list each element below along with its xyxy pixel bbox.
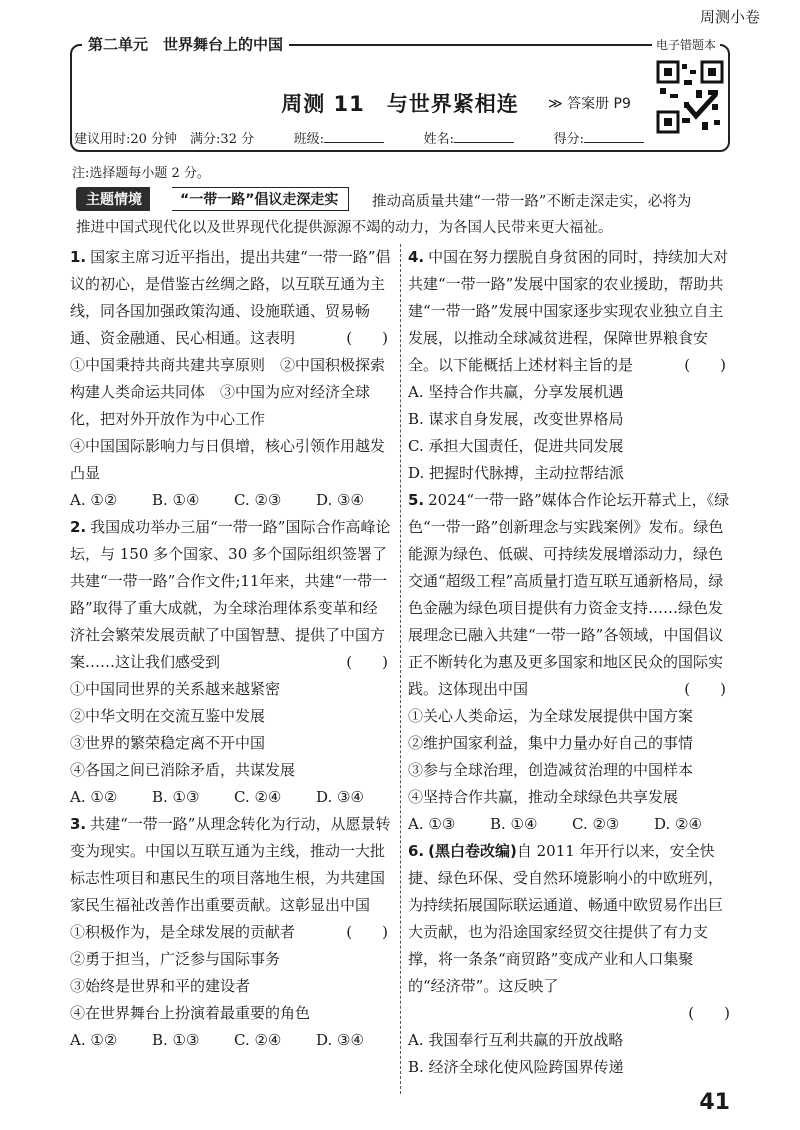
choice-c[interactable]: C. ②③ bbox=[572, 815, 620, 833]
choice-d[interactable]: D. ③④ bbox=[316, 788, 364, 806]
choice-a[interactable]: A. ①② bbox=[70, 788, 118, 806]
question-stem: 自 2011 年开行以来，安全快捷、绿色环保、受自然环境影响小的中欧班列，为持续拓展国际联运通道、畅通中欧贸易作出巨大贡献，也为沿途国家经贸交往提供了有力支撑，将一条条“商贸路”变成产业和人口集聚的“经济带”。这反映了 bbox=[408, 842, 724, 995]
page-title: 周测 11 与世界紧相连 bbox=[281, 92, 519, 116]
question-stem: 共建“一带一路”从理念转化为行动，从愿景转变为现实。中国以互联互通为主线，推动一大批标志性项目和惠民生的项目落地生根，为共建国家民生福祉改善作出重要贡献。这彰显出中国 bbox=[70, 815, 391, 914]
choice-a[interactable]: A. 我国奉行互利共赢的开放战略 bbox=[408, 1031, 624, 1049]
choice-c[interactable]: C. ②④ bbox=[234, 1031, 282, 1049]
choice-d[interactable]: D. ②④ bbox=[654, 815, 702, 833]
choice-a[interactable]: A. ①② bbox=[70, 1031, 118, 1049]
option-item: ②维护国家利益，集中力量办好自己的事情 bbox=[408, 734, 694, 752]
option-item: ④坚持合作共赢，推动全球绿色共享发展 bbox=[408, 788, 679, 806]
option-item: ③参与全球治理，创造减贫治理的中国样本 bbox=[408, 761, 694, 779]
choice-c[interactable]: C. ②④ bbox=[234, 788, 282, 806]
choice-a[interactable]: A. ①③ bbox=[408, 815, 456, 833]
answer-paren[interactable]: ( ) bbox=[684, 356, 726, 374]
option-item: ④中国国际影响力与日俱增，核心引领作用越发凸显 bbox=[70, 437, 386, 482]
qr-label: 电子错题本 bbox=[652, 36, 720, 53]
choice-b[interactable]: B. ①③ bbox=[152, 788, 200, 806]
choice-d[interactable]: D. 把握时代脉搏，主动拉帮结派 bbox=[408, 464, 625, 482]
question-5: 5. 2024“一带一路”媒体合作论坛开幕式上，《绿色“一带一路”创新理念与实践案例》发布。绿色能源为绿色、低碳、可持续发展增添动力，绿色交通“超级工程”高质量打造互联互通新格局，绿色金融为绿色项目提供有力资金支持……绿色发展理念已融入共建“一带一路”各领域，中国倡议正不断转化为惠及更多国家和地区民众的国际实践。这体现出中国 ( ) ①关心人类命运，为全球发展提供中国方案 ②维护国家利益，集中力量办好自己的事情 ③参与全球治理，创造减贫治理的中国样本 ④坚持合作共赢，推动全球绿色共享发展 A. ①③ B. ①④ C. ②③ D. ②④ bbox=[408, 487, 730, 838]
suggested-time: 建议用时:20 分钟 满分:32 分 bbox=[74, 132, 255, 147]
option-item: ②勇于担当，广泛参与国际事务 bbox=[70, 950, 281, 968]
choice-b[interactable]: B. ①③ bbox=[152, 1031, 200, 1049]
option-item: ①积极作为，是全球发展的贡献者 bbox=[70, 923, 296, 941]
theme-name: “一带一路”倡议走深走实 bbox=[172, 187, 349, 211]
answer-paren[interactable]: ( ) bbox=[346, 329, 388, 347]
choice-c[interactable]: C. 承担大国责任，促进共同发展 bbox=[408, 437, 624, 455]
choice-c[interactable]: C. ②③ bbox=[234, 491, 282, 509]
question-2: 2. 我国成功举办三届“一带一路”国际合作高峰论坛，与 150 多个国家、30 多个国际组织签署了共建“一带一路”合作文件;11年来，共建“一带一路”取得了重大成就，为全球治理体系变革和经济社会繁荣发展贡献了中国智慧、提供了中国方案……这让我们感受到 ( ) ①中国同世界的关系越来越紧密 ②中华文明在交流互鉴中发展 ③世界的繁荣稳定离不开中国 ④各国之间已消除矛盾，共谋发展 A. ①② B. ①③ C. ②④ D. ③④ bbox=[70, 514, 392, 811]
option-item: ①中国同世界的关系越来越紧密 bbox=[70, 680, 281, 698]
option-item: ④在世界舞台上扮演着最重要的角色 bbox=[70, 1004, 311, 1022]
unit-title: 第二单元 世界舞台上的中国 bbox=[82, 34, 289, 55]
option-item: ③世界的繁荣稳定离不开中国 bbox=[70, 734, 266, 752]
choice-a[interactable]: A. 坚持合作共赢，分享发展机遇 bbox=[408, 383, 624, 401]
choice-b[interactable]: B. 谋求自身发展，改变世界格局 bbox=[408, 410, 624, 428]
question-4: 4. 中国在努力摆脱自身贫困的同时，持续加大对共建“一带一路”发展中国家的农业援助，帮助共建“一带一路”发展中国家逐步实现农业独立自主发展，以推动全球减贫进程，保障世界粮食安全。以下能概括上述材料主旨的是 ( ) A. 坚持合作共赢，分享发展机遇 B. 谋求自身发展，改变世界格局 C. 承担大国责任，促进共同发展 D. 把握时代脉搏，主动拉帮结派 bbox=[408, 244, 730, 487]
column-divider bbox=[400, 244, 401, 1094]
note: 注:选择题每小题 2 分。 bbox=[72, 166, 210, 181]
question-stem: 我国成功举办三届“一带一路”国际合作高峰论坛，与 150 多个国家、30 多个国际组织签署了共建“一带一路”合作文件;11年来，共建“一带一路”取得了重大成就，为全球治理体系变革和经济社会繁荣发展贡献了中国智慧、提供了中国方案……这让我们感受到 bbox=[70, 518, 391, 671]
option-item: ④各国之间已消除矛盾，共谋发展 bbox=[70, 761, 296, 779]
choice-b[interactable]: B. ①④ bbox=[490, 815, 538, 833]
choice-d[interactable]: D. ③④ bbox=[316, 1031, 364, 1049]
answer-paren[interactable]: ( ) bbox=[346, 653, 388, 671]
answer-paren[interactable]: ( ) bbox=[688, 1004, 730, 1022]
choice-row bbox=[70, 487, 392, 514]
score-field[interactable]: 得分: bbox=[554, 128, 644, 147]
question-3: 3. 共建“一带一路”从理念转化为行动，从愿景转变为现实。中国以互联互通为主线，推动一大批标志性项目和惠民生的项目落地生根，为共建国家民生福祉改善作出重要贡献。这彰显出中国 ( ) ①积极作为，是全球发展的贡献者 ②勇于担当，广泛参与国际事务 ③始终是世界和平的建设者 ④在世界舞台上扮演着最重要的角色 A. ①② B. ①③ C. ②④ D. ③④ bbox=[70, 811, 392, 1054]
right-column bbox=[408, 244, 730, 1081]
choice-row bbox=[408, 811, 730, 838]
answer-paren[interactable]: ( ) bbox=[684, 680, 726, 698]
choice-a[interactable]: A. ①② bbox=[70, 491, 118, 509]
answer-paren[interactable]: ( ) bbox=[346, 923, 388, 941]
page-number: 41 bbox=[699, 1090, 730, 1115]
meta-row bbox=[74, 128, 644, 147]
choice-row bbox=[70, 784, 392, 811]
question-stem: 2024“一带一路”媒体合作论坛开幕式上，《绿色“一带一路”创新理念与实践案例》发布。绿色能源为绿色、低碳、可持续发展增添动力，绿色交通“超级工程”高质量打造互联互通新格局，绿色金融为绿色项目提供有力资金支持……绿色发展理念已融入共建“一带一路”各领域，中国倡议正不断转化为惠及更多国家和地区民众的国际实践。这体现出中国 bbox=[408, 491, 730, 698]
theme-text-line1: 推动高质量共建“一带一路”不断走深走实，必将为 bbox=[372, 194, 692, 210]
option-item: ①关心人类命运，为全球发展提供中国方案 bbox=[408, 707, 694, 725]
option-item: ②中华文明在交流互鉴中发展 bbox=[70, 707, 266, 725]
theme-tag: 主题情境 bbox=[76, 187, 150, 211]
theme-text-line2: 推进中国式现代化以及世界现代化提供源源不竭的动力，为各国人民带来更大福祉。 bbox=[76, 220, 613, 236]
left-column bbox=[70, 244, 392, 1054]
corner-label: 周测小卷 bbox=[699, 8, 760, 26]
question-6: 6. (黑白卷改编)自 2011 年开行以来，安全快捷、绿色环保、受自然环境影响小的中欧班列，为持续拓展国际联运通道、畅通中欧贸易作出巨大贡献，也为沿途国家经贸交往提供了有力支撑，将一条条“商贸路”变成产业和人口集聚的“经济带”。这反映了 ( ) A. 我国奉行互利共赢的开放战略 B. 经济全球化使风险跨国界传递 bbox=[408, 838, 730, 1081]
question-1: 1. 国家主席习近平指出，提出共建“一带一路”倡议的初心，是借鉴古丝绸之路，以互联互通为主线，同各国加强政策沟通、设施联通、贸易畅通、资金融通、民心相通。这表明 ( ) ①中国秉持共商共建共享原则 ②中国积极探索构建人类命运共同体 ③中国为应对经济全球化，把对外开放作为中心工作 ④中国国际影响力与日俱增，核心引领作用越发凸显 A. ①② B. ①④ C. ②③ D. ③④ bbox=[70, 244, 392, 514]
question-stem: 国家主席习近平指出，提出共建“一带一路”倡议的初心，是借鉴古丝绸之路，以互联互通为主线，同各国加强政策沟通、设施联通、贸易畅通、资金融通、民心相通。这表明 bbox=[70, 248, 391, 347]
option-item: ①中国秉持共商共建共享原则 ②中国积极探索构建人类命运共同体 ③中国为应对经济全球化，把对外开放作为中心工作 bbox=[70, 356, 386, 428]
question-stem: 中国在努力摆脱自身贫困的同时，持续加大对共建“一带一路”发展中国家的农业援助，帮助共建“一带一路”发展中国家逐步实现农业独立自主发展，以推动全球减贫进程，保障世界粮食安全。以下能概括上述材料主旨的是 bbox=[408, 248, 729, 374]
choice-d[interactable]: D. ③④ bbox=[316, 491, 364, 509]
name-field[interactable]: 姓名: bbox=[424, 128, 514, 147]
answer-reference: ≫ 答案册 P9 bbox=[548, 96, 631, 112]
choice-b[interactable]: B. 经济全球化使风险跨国界传递 bbox=[408, 1058, 624, 1076]
choice-b[interactable]: B. ①④ bbox=[152, 491, 200, 509]
option-item: ③始终是世界和平的建设者 bbox=[70, 977, 251, 995]
class-field[interactable]: 班级: bbox=[294, 128, 384, 147]
choice-row bbox=[70, 1027, 392, 1054]
question-source: (黑白卷改编) bbox=[428, 842, 517, 860]
